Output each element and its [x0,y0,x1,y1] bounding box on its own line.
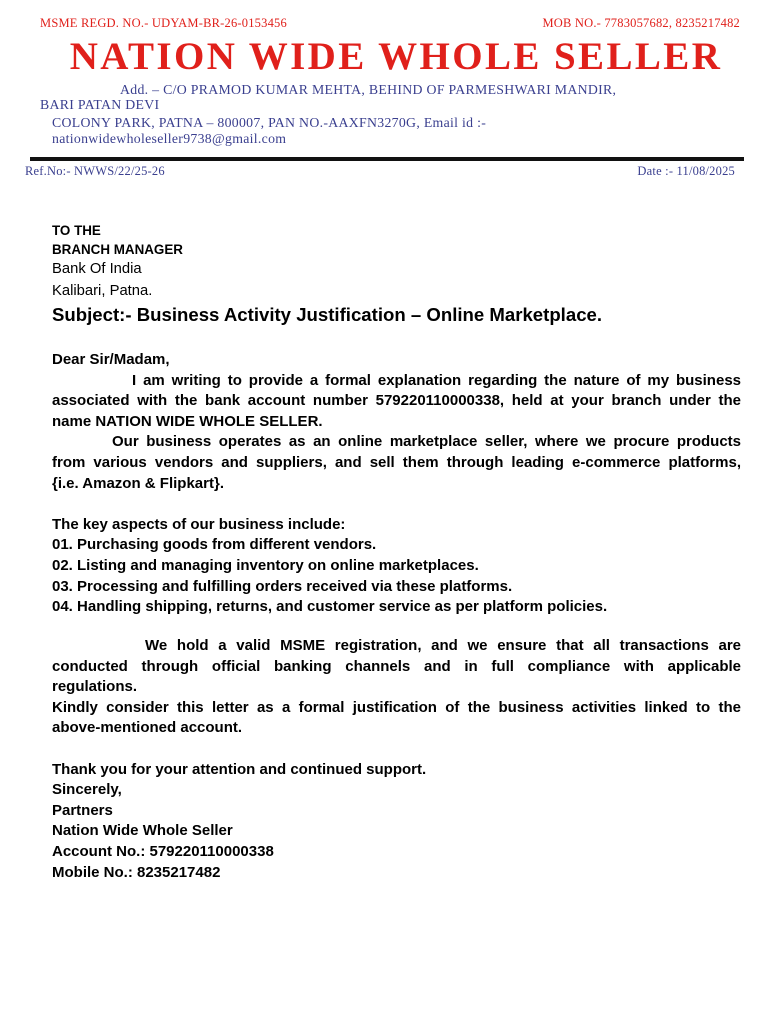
address-line-2: BARI PATAN DEVI [40,97,160,112]
para1-line-1: I am writing to provide a formal explanation regarding the nature of my business [132,371,741,389]
blank-spacer [52,739,741,760]
letter-date: Date :- 11/08/2025 [637,164,735,178]
closing-sincerely: Sincerely, [52,781,122,799]
recipient-branch: Kalibari, Patna. [52,283,153,299]
para4-line-2: above-mentioned account. [52,719,243,737]
closing-thanks: Thank you for your attention and continued support. [52,760,427,778]
closing-mobile-number: Mobile No.: 8235217482 [52,863,221,881]
header-divider [30,157,744,161]
letter-body-continued [52,636,741,883]
msme-regd-number: MSME REGD. NO.- UDYAM-BR-26-0153456 [40,16,287,30]
closing-partners: Partners [52,801,113,819]
mobile-numbers: MOB NO.- 7783057682, 8235217482 [542,16,740,30]
closing-account-number: Account No.: 579220110000338 [52,842,274,860]
closing-firm-name: Nation Wide Whole Seller [52,822,233,840]
reference-number: Ref.No:- NWWS/22/25-26 [25,164,165,178]
email-address: nationwidewholeseller9738@gmail.com [52,131,287,146]
aspect-item: 03. Processing and fulfilling orders received via these platforms. [52,577,513,595]
salutation: Dear Sir/Madam, [52,351,170,368]
para2-line-1: Our business operates as an online marketplace seller, where we procure products [112,433,741,451]
aspect-item: 02. Listing and managing inventory on online marketplaces. [52,556,479,574]
para2-line-2: from various vendors and suppliers, and sell them through leading e-commerce platforms, [52,453,741,471]
para3-line-3: regulations. [52,678,138,696]
blank-spacer [52,494,741,515]
para2-line-3: {i.e. Amazon & Flipkart}. [52,474,224,492]
aspects-heading: The key aspects of our business include: [52,515,346,533]
recipient-designation: BRANCH MANAGER [52,242,183,257]
para4-line-1: Kindly consider this letter as a formal justification of the business activities linked to the [52,698,741,716]
firm-name-heading: NATION WIDE WHOLE SELLER [69,35,723,78]
aspect-item: 01. Purchasing goods from different vendors. [52,536,377,554]
letter-subject: Subject:- Business Activity Justification – Online Marketplace. [52,304,603,325]
para1-line-2: associated with the bank account number 579220110000338, held at your branch under the [52,392,741,410]
letter-body [52,350,741,618]
recipient-bank: Bank Of India [52,261,142,277]
aspect-item: 04. Handling shipping, returns, and customer service as per platform policies. [52,598,608,616]
recipient-to-the: TO THE [52,223,101,238]
para3-line-2: conducted through official banking channels and in full compliance with applicable [52,657,741,675]
address-line-1: Add. – C/O PRAMOD KUMAR MEHTA, BEHIND OF PARMESHWARI MANDIR, [120,82,617,97]
address-line-3: COLONY PARK, PATNA – 800007, PAN NO.-AAXFN3270G, Email id :- [52,115,487,130]
para1-line-3: name NATION WIDE WHOLE SELLER. [52,412,323,430]
para3-line-1: We hold a valid MSME registration, and we ensure that all transactions are [145,637,741,654]
